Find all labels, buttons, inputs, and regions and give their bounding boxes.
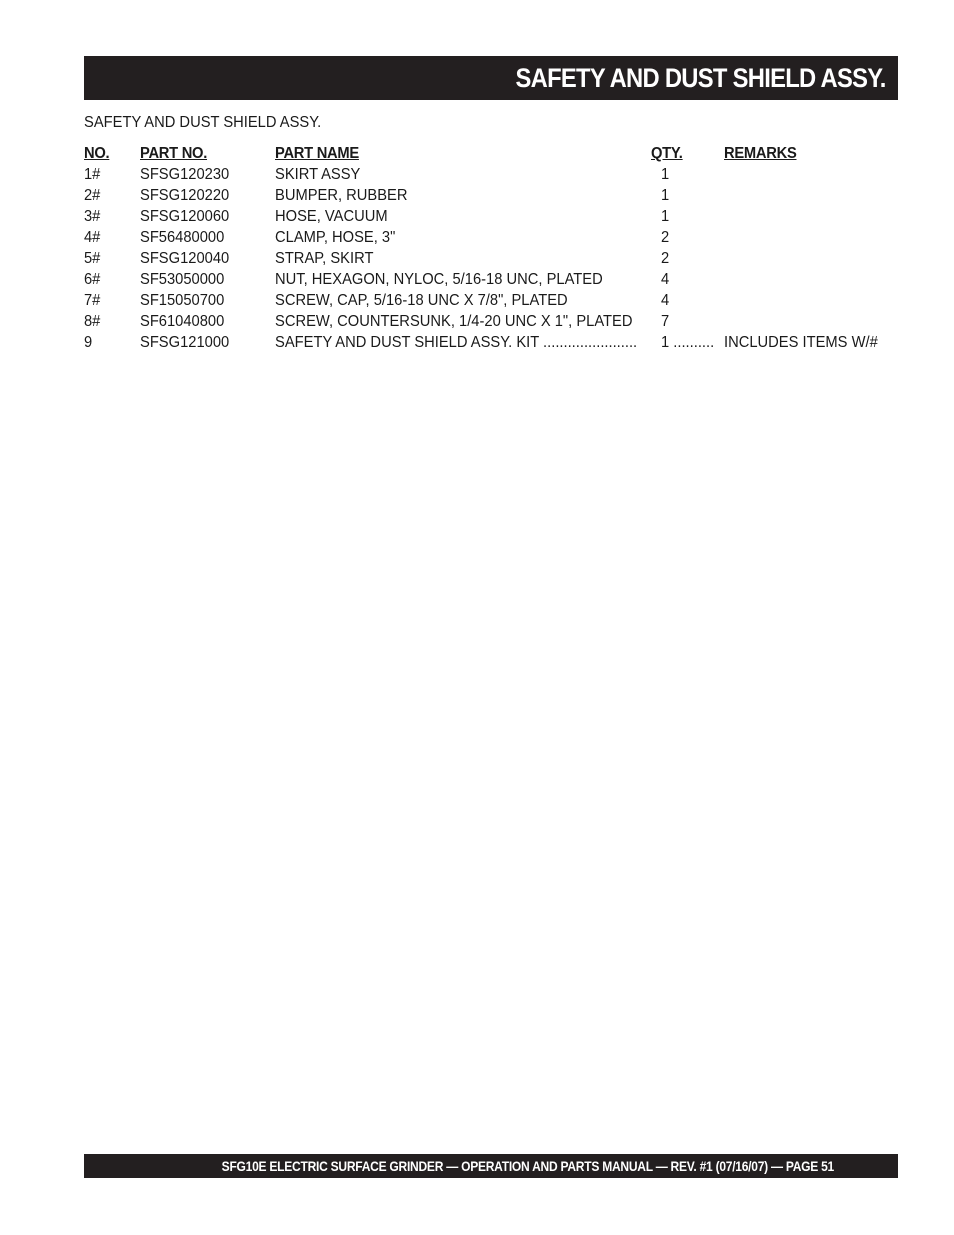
- cell-part-no: SFSG120040: [140, 250, 230, 267]
- column-header-remarks: REMARKS: [724, 145, 797, 162]
- table-row: [84, 332, 898, 353]
- column-header-no: NO.: [84, 145, 110, 162]
- cell-part-no: SFSG120230: [140, 166, 230, 183]
- cell-no: 2#: [84, 187, 101, 204]
- cell-part-name: STRAP, SKIRT: [275, 250, 374, 267]
- cell-no: 8#: [84, 313, 101, 330]
- column-header-part-no: PART NO.: [140, 145, 208, 162]
- cell-part-name: CLAMP, HOSE, 3": [275, 229, 396, 246]
- cell-qty: 1: [661, 187, 670, 204]
- cell-part-no: SFSG120060: [140, 208, 230, 225]
- cell-no: 4#: [84, 229, 101, 246]
- table-row: [84, 248, 898, 269]
- cell-part-name: SCREW, COUNTERSUNK, 1/4-20 UNC X 1", PLATED: [275, 313, 633, 330]
- cell-part-name: SKIRT ASSY: [275, 166, 361, 183]
- column-header-part-name: PART NAME: [275, 145, 359, 162]
- cell-part-no: SF56480000: [140, 229, 225, 246]
- page-header-bar: [84, 56, 898, 100]
- table-row: [84, 269, 898, 290]
- cell-qty: 7: [661, 313, 670, 330]
- cell-no: 6#: [84, 271, 101, 288]
- cell-qty: 4: [661, 292, 670, 309]
- cell-qty: 1: [661, 208, 670, 225]
- parts-list-table: [84, 143, 898, 353]
- cell-no: 7#: [84, 292, 101, 309]
- cell-qty: 1 ..........: [661, 334, 715, 351]
- cell-part-no: SFSG120220: [140, 187, 230, 204]
- cell-qty: 4: [661, 271, 670, 288]
- cell-part-name: HOSE, VACUUM: [275, 208, 388, 225]
- cell-no: 3#: [84, 208, 101, 225]
- page-footer-bar: [84, 1154, 898, 1178]
- cell-no: 9: [84, 334, 93, 351]
- cell-remarks: INCLUDES ITEMS W/#: [724, 334, 878, 351]
- table-row: [84, 290, 898, 311]
- section-subtitle: SAFETY AND DUST SHIELD ASSY.: [84, 114, 322, 131]
- cell-part-no: SF15050700: [140, 292, 225, 309]
- cell-qty: 2: [661, 250, 670, 267]
- cell-part-no: SFSG121000: [140, 334, 230, 351]
- table-row: [84, 311, 898, 332]
- cell-part-name: SCREW, CAP, 5/16-18 UNC X 7/8", PLATED: [275, 292, 568, 309]
- table-row: [84, 185, 898, 206]
- cell-part-no: SF61040800: [140, 313, 225, 330]
- column-header-qty: QTY.: [651, 145, 683, 162]
- cell-part-no: SF53050000: [140, 271, 225, 288]
- table-row: [84, 164, 898, 185]
- cell-no: 1#: [84, 166, 101, 183]
- cell-part-name: NUT, HEXAGON, NYLOC, 5/16-18 UNC, PLATED: [275, 271, 603, 288]
- page-title: SAFETY AND DUST SHIELD ASSY.: [515, 63, 886, 93]
- cell-part-name: BUMPER, RUBBER: [275, 187, 408, 204]
- table-header-row: [84, 143, 898, 164]
- footer-text: SFG10E ELECTRIC SURFACE GRINDER — OPERATION AND PARTS MANUAL — REV. #1 (07/16/07) — PAGE 51: [221, 1158, 834, 1174]
- table-row: [84, 227, 898, 248]
- cell-qty: 1: [661, 166, 670, 183]
- cell-part-name: SAFETY AND DUST SHIELD ASSY. KIT .......................: [275, 334, 638, 351]
- cell-no: 5#: [84, 250, 101, 267]
- table-row: [84, 206, 898, 227]
- cell-qty: 2: [661, 229, 670, 246]
